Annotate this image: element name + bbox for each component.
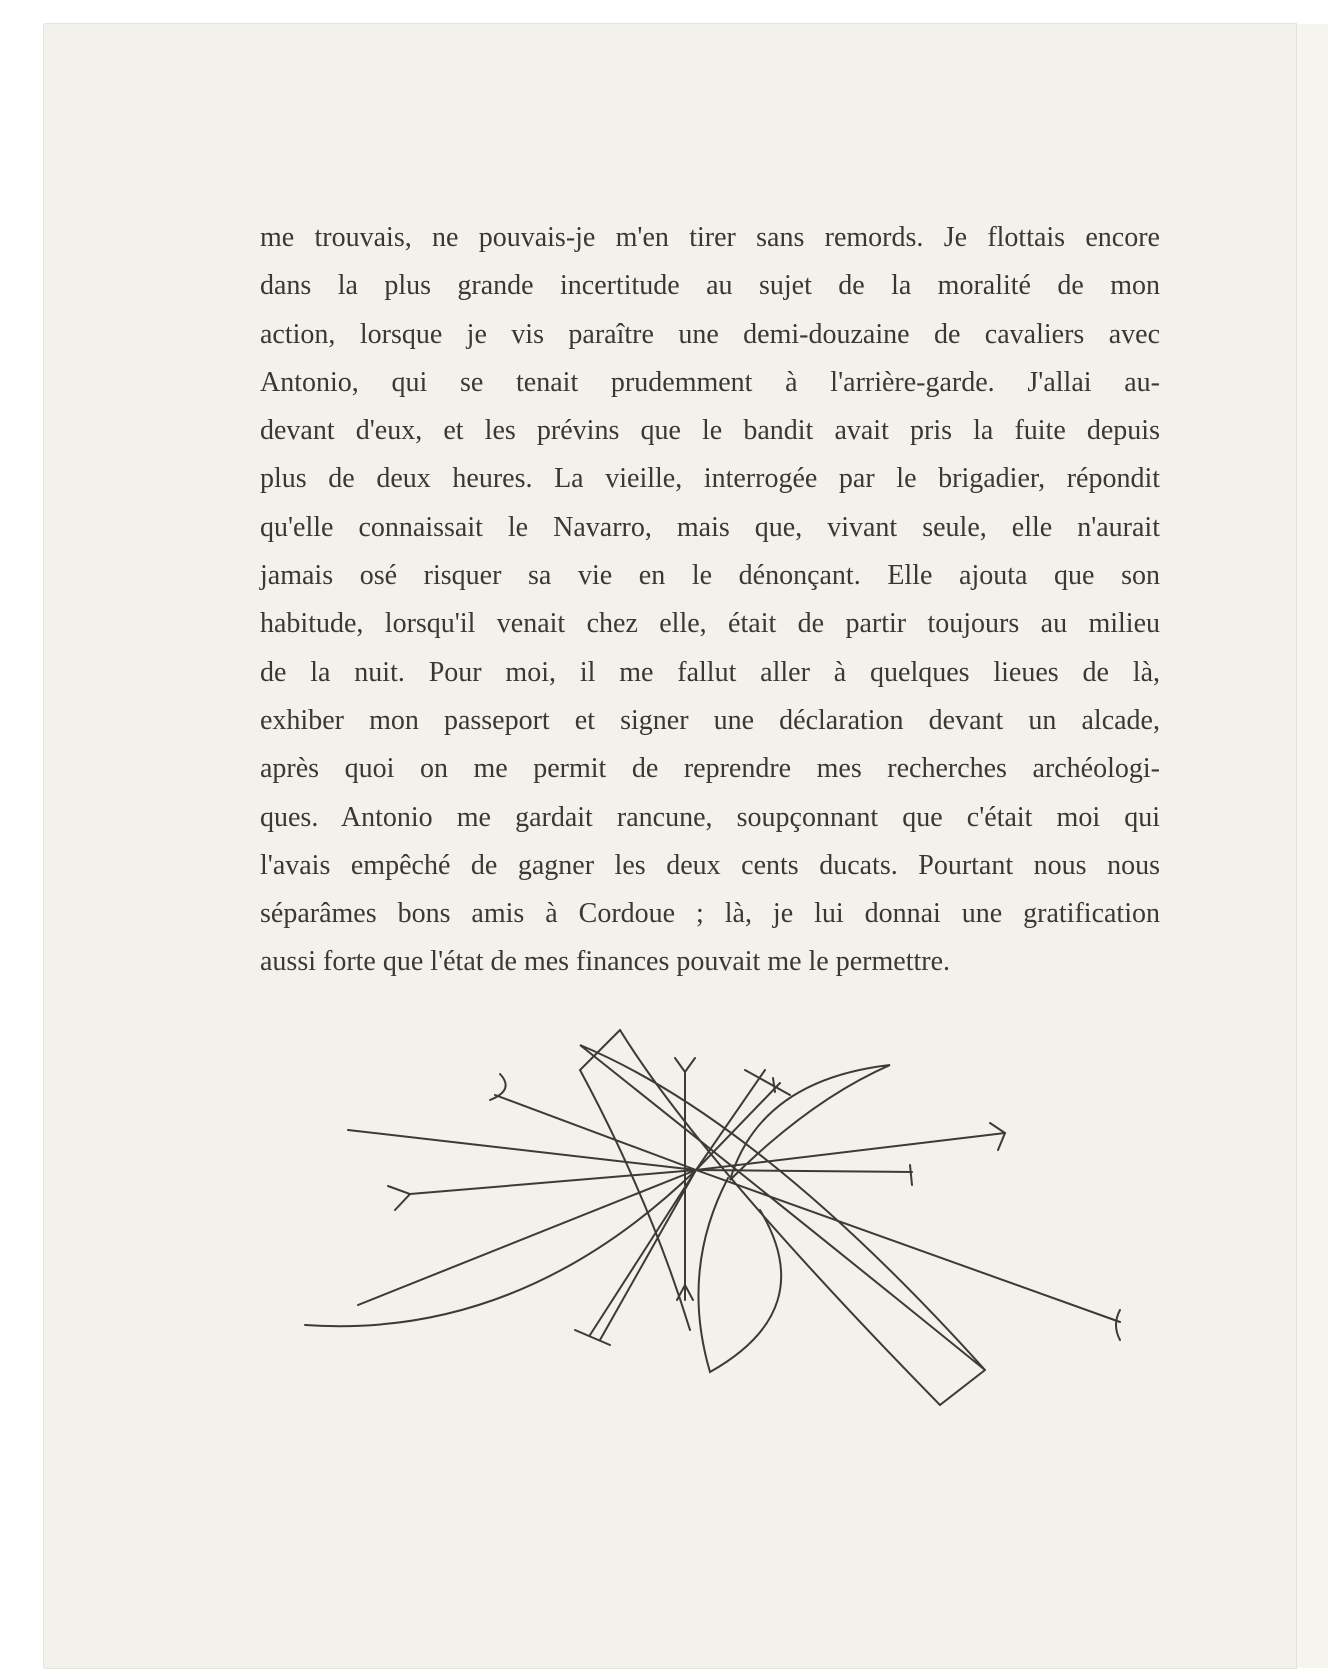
text-line: dans la plus grande incertitude au sujet de la moralité de mon: [260, 270, 1160, 302]
hook-mark: [990, 1123, 1005, 1150]
text-line: ques. Antonio me gardait rancune, soupçonnant que c'était moi qui: [260, 801, 1160, 833]
text-line: après quoi on me permit de reprendre mes recherches archéologi-: [260, 753, 1160, 785]
text-line: aussi forte que l'état de mes finances pouvait me le permettre.: [260, 946, 951, 978]
ray-line: [600, 1070, 765, 1340]
starburst-drawing: [305, 1030, 1120, 1405]
ray-line: [410, 1170, 912, 1194]
text-line: plus de deux heures. La vieille, interrogée par le brigadier, répondit: [260, 463, 1160, 495]
ray-line: [348, 1130, 1005, 1170]
hook-mark: [490, 1074, 506, 1100]
ray-line: [495, 1095, 1120, 1322]
text-line: qu'elle connaissait le Navarro, mais que, vivant seule, elle n'aurait: [260, 511, 1160, 543]
text-line: me trouvais, ne pouvais-je m'en tirer sans remords. Je flottais encore: [260, 222, 1160, 253]
wing-line: [620, 1030, 940, 1405]
text-line: habitude, lorsqu'il venait chez elle, était de partir toujours au milieu: [260, 608, 1160, 640]
text-line: Antonio, qui se tenait prudemment à l'arrière-garde. J'allai au-: [260, 366, 1160, 398]
text-line: de la nuit. Pour moi, il me fallut aller à quelques lieues de là,: [260, 656, 1160, 688]
hook-mark: [388, 1186, 410, 1210]
crescent-shape: [698, 1178, 781, 1372]
text-line: action, lorsque je vis paraître une demi-douzaine de cavaliers avec: [260, 318, 1160, 350]
text-line: exhiber mon passeport et signer une déclaration devant un alcade,: [260, 704, 1160, 736]
tick-mark: [745, 1070, 790, 1095]
text-line: jamais osé risquer sa vie en le dénonçant. Elle ajouta que son: [260, 560, 1160, 592]
lens-shape: [580, 1045, 985, 1370]
hook-mark: [1116, 1310, 1120, 1340]
text-line: séparâmes bons amis à Cordoue ; là, je lui donnai une gratification: [260, 898, 1160, 930]
text-line: l'avais empêché de gagner les deux cents ducats. Pourtant nous nous: [260, 849, 1160, 881]
text-line: devant d'eux, et les prévins que le bandit avait pris la fuite depuis: [260, 415, 1160, 447]
ray-line: [358, 1170, 696, 1305]
wing-line: [940, 1370, 985, 1405]
arrow-head-top: [675, 1058, 695, 1072]
tick-mark: [910, 1165, 912, 1185]
